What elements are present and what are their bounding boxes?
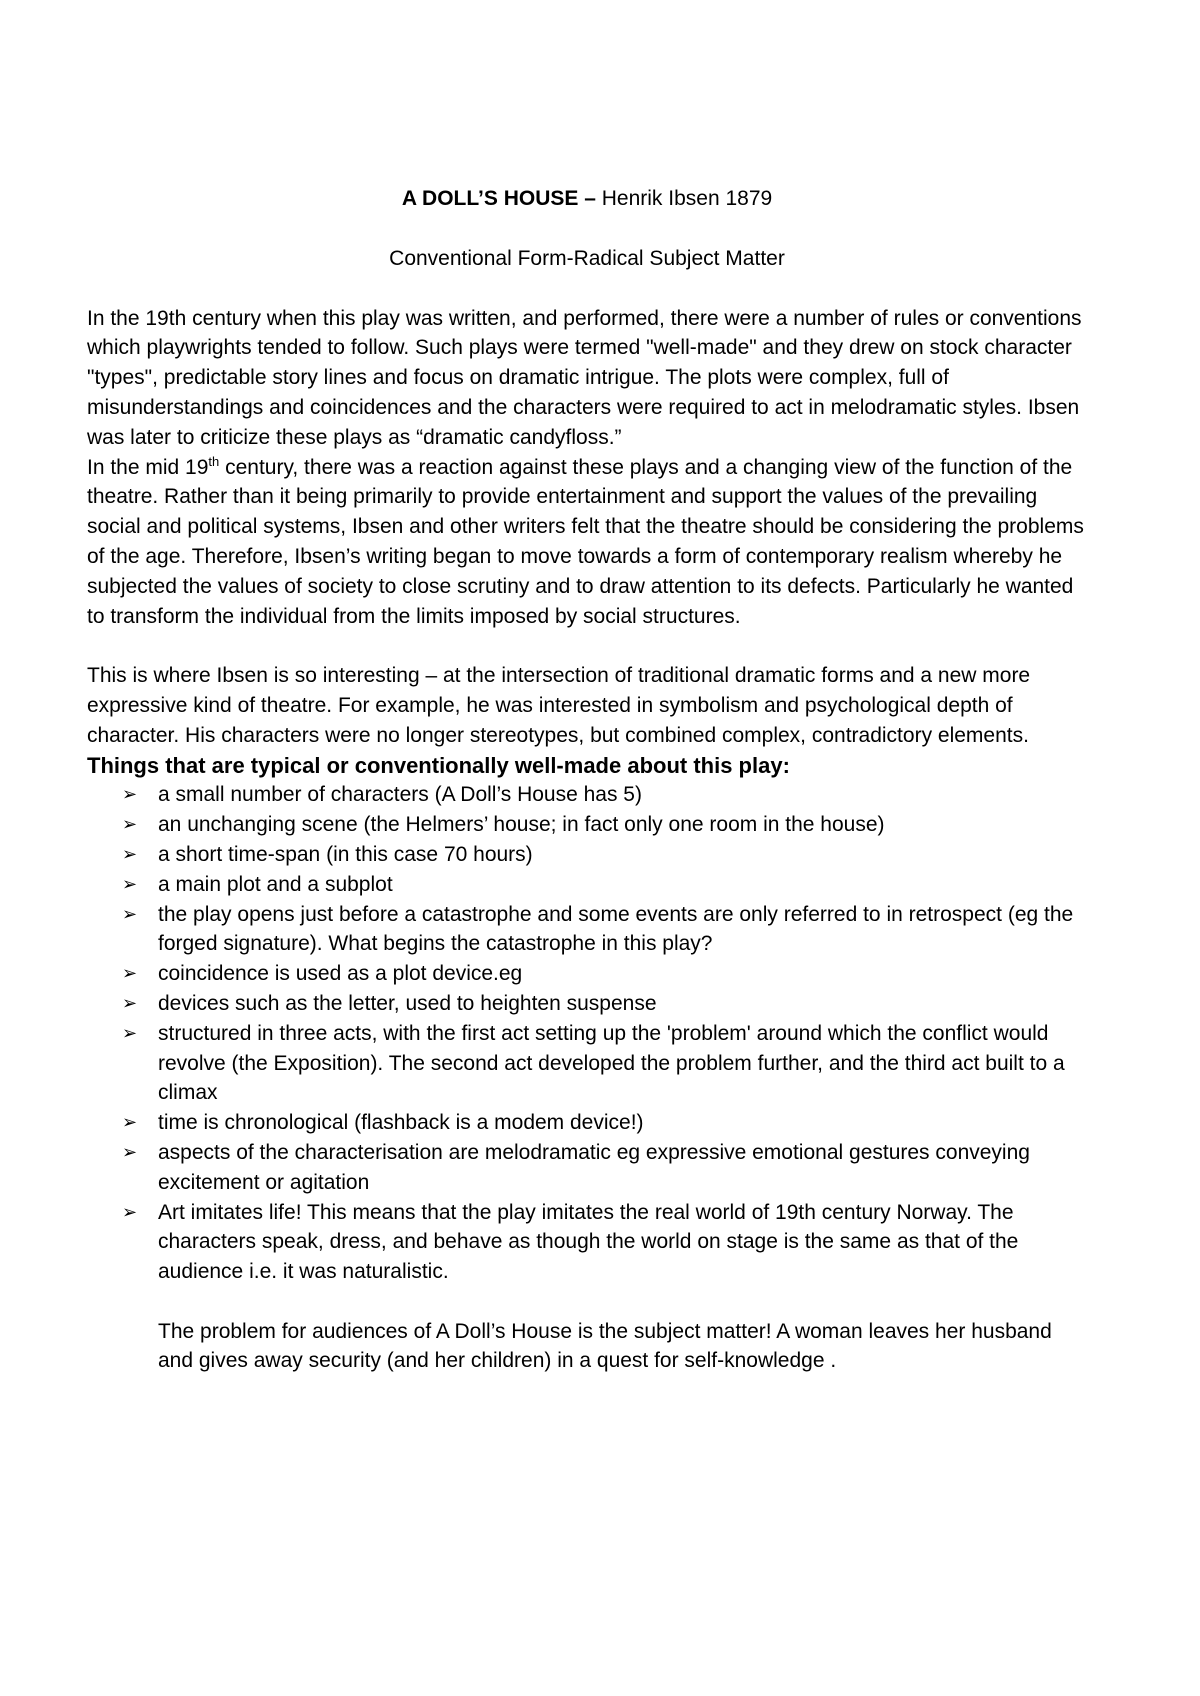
closing-paragraph: The problem for audiences of A Doll’s House is the subject matter! A woman leaves her husband and gives away security (and her children) in a quest for self-knowledge . [158, 1319, 1052, 1373]
list-item [122, 1108, 1087, 1138]
list-item [122, 1198, 1087, 1287]
list-item-text: coincidence is used as a plot device.eg [158, 962, 523, 986]
arrow-bullet-icon: ➢ [122, 1201, 138, 1223]
list-item-text: time is chronological (flashback is a modem device!) [158, 1111, 644, 1135]
arrow-bullet-icon: ➢ [122, 784, 138, 806]
list-item [122, 780, 1087, 810]
arrow-bullet-icon: ➢ [122, 1112, 138, 1134]
arrow-bullet-icon: ➢ [122, 843, 138, 865]
list-item [122, 810, 1087, 840]
para2-superscript: th [208, 453, 220, 469]
arrow-bullet-icon: ➢ [122, 873, 138, 895]
list-item [122, 1019, 1087, 1108]
list-item-text: Art imitates life! This means that the play imitates the real world of 19th century Norway. The characters speak, dress, and behave as though the world on stage is the same as that of the audience i.e. it was naturalistic. [158, 1200, 1019, 1284]
list-item [122, 870, 1087, 900]
list-item-text: the play opens just before a catastrophe and some events are only referred to in retrospect (eg the forged signature). What begins the catastrophe in this play? [158, 902, 1074, 956]
paragraph-gap [87, 631, 1087, 661]
list-item-text: an unchanging scene (the Helmers’ house; in fact only one room in the house) [158, 813, 885, 837]
section-heading: Things that are typical or conventionally well-made about this play: [87, 752, 790, 778]
para2-start: In the mid 19 [87, 455, 209, 479]
title-main: A DOLL’S HOUSE – [401, 187, 596, 210]
list-item-text: a small number of characters (A Doll’s House has 5) [158, 783, 642, 807]
paragraph-reaction [87, 453, 1087, 632]
arrow-bullet-icon: ➢ [122, 814, 138, 836]
list-item-text: structured in three acts, with the first act setting up the 'problem' around which the conflict would revolve (the Exposition). The second act developed the problem further, and the third act built to a climax [158, 1021, 1065, 1105]
arrow-bullet-icon: ➢ [122, 1141, 138, 1163]
document-page [87, 184, 1087, 1376]
para2-rest: century, there was a reaction against these plays and a changing view of the function of the theatre. Rather than it being primarily to provide entertainment and support the values of the prevailing social and political systems, Ibsen and other writers felt that the theatre should be considering the problems of the age. Therefore, Ibsen’s writing began to move towards a form of contemporary realism whereby he subjected the values of society to close scrutiny and to draw attention to its defects. Particularly he wanted to transform the individual from the limits imposed by social structures. [87, 455, 1084, 628]
paragraph-ibsen-interest: This is where Ibsen is so interesting – at the intersection of traditional dramatic forms and a new more expressive kind of theatre. For example, he was interested in symbolism and psychological depth of character. His characters were no longer stereotypes, but combined complex, contradictory elements. [87, 664, 1031, 747]
arrow-bullet-icon: ➢ [122, 903, 138, 925]
list-item-text: a main plot and a subplot [158, 872, 393, 896]
arrow-bullet-icon: ➢ [122, 963, 138, 985]
list-item-text: a short time-span (in this case 70 hours) [158, 842, 533, 866]
document-subtitle: Conventional Form-Radical Subject Matter [389, 246, 785, 270]
list-item [122, 1138, 1087, 1198]
paragraph-conventions: In the 19th century when this play was written, and performed, there were a number of rules or conventions which playwrights tended to follow. Such plays were termed "well-made" and they drew on stock character "types", predictable story lines and focus on dramatic intrigue. The plots were complex, full of misunderstandings and coincidences and the characters were required to act in melodramatic styles. Ibsen was later to criticize these plays as “dramatic candyfloss.” [87, 306, 1082, 449]
bullet-list [87, 780, 1087, 1287]
title-author-year: Henrik Ibsen 1879 [595, 187, 773, 210]
list-item-text: devices such as the letter, used to heighten suspense [158, 991, 657, 1015]
list-item [122, 989, 1087, 1019]
list-item [122, 840, 1087, 870]
arrow-bullet-icon: ➢ [122, 1022, 138, 1044]
list-item-text: aspects of the characterisation are melodramatic eg expressive emotional gestures conveying excitement or agitation [158, 1140, 1030, 1194]
document-title [87, 184, 1087, 214]
arrow-bullet-icon: ➢ [122, 992, 138, 1014]
list-item [122, 900, 1087, 960]
list-item [122, 959, 1087, 989]
